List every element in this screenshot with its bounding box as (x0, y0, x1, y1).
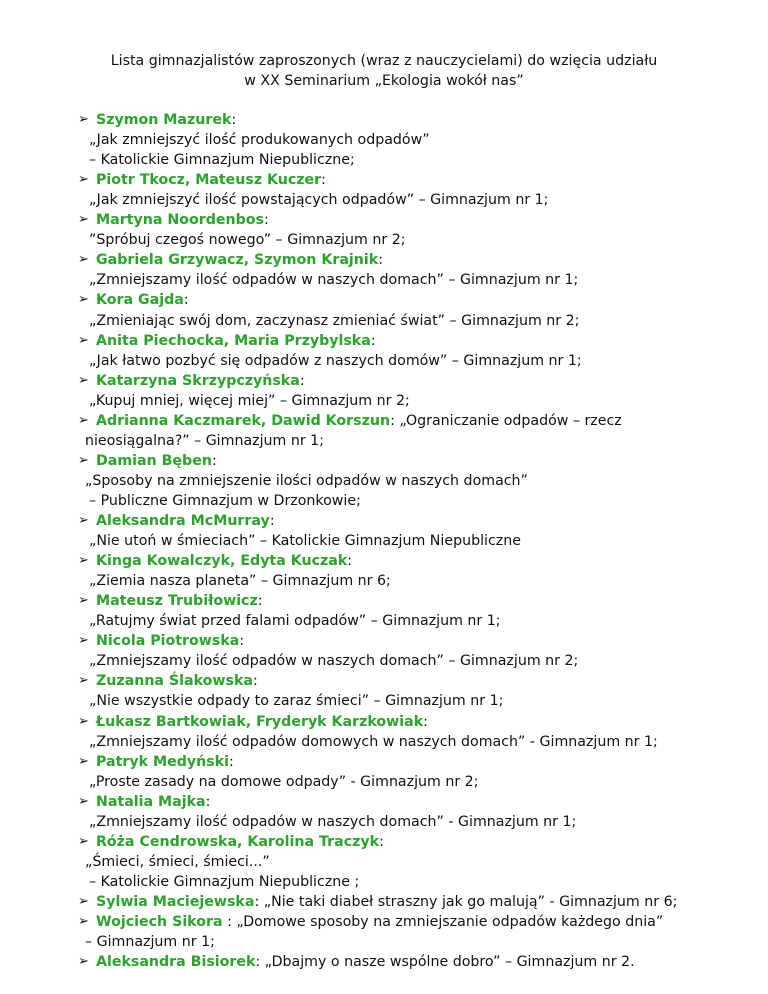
arrow-bullet-icon: ➢ (78, 332, 89, 348)
arrow-bullet-icon: ➢ (78, 893, 89, 909)
entry-heading (96, 211, 269, 229)
entry-separator-text: : (379, 833, 384, 850)
entry-detail-line: „Zmniejszamy ilość odpadów w naszych domach” - Gimnazjum nr 1; (89, 813, 577, 830)
entry-heading (96, 291, 189, 309)
participant-names: Szymon Mazurek (96, 112, 232, 128)
entry-separator-text: : (347, 553, 353, 570)
document-title-line-2: w XX Seminarium „Ekologia wokół nas” (244, 73, 524, 89)
entry-heading (96, 452, 217, 470)
arrow-bullet-icon: ➢ (78, 914, 89, 929)
entry-separator-text: : „Domowe sposoby na zmniejszanie odpadów każdego dnia” (222, 914, 664, 930)
arrow-bullet-icon: ➢ (78, 593, 89, 609)
participant-names: Gabriela Grzywacz, Szymon Krajnik (96, 252, 379, 269)
entry-heading (96, 893, 677, 911)
entry-heading (96, 332, 376, 350)
entry-detail-line: „Ratujmy świat przed falami odpadów” – Gimnazjum nr 1; (89, 613, 501, 630)
entry-heading (96, 953, 635, 971)
participant-names: Nicola Piotrowska (96, 633, 240, 650)
entry-heading (96, 412, 622, 430)
entry-detail-line: – Gimnazjum nr 1; (85, 934, 215, 951)
entry-heading (96, 372, 305, 390)
participant-names: Zuzanna Ślakowska (96, 673, 253, 690)
entry-detail-line: „Zmieniając swój dom, zaczynasz zmieniać świat” – Gimnazjum nr 2; (89, 312, 580, 329)
arrow-bullet-icon: ➢ (78, 673, 89, 689)
participant-names: Anita Piechocka, Maria Przybylska (96, 332, 371, 349)
entry-separator-text: : (228, 753, 234, 770)
participant-names: Kinga Kowalczyk, Edyta Kuczak (96, 553, 348, 570)
arrow-bullet-icon: ➢ (78, 172, 89, 188)
entry-detail-line: – Publiczne Gimnazjum w Drzonkowie; (89, 492, 361, 509)
arrow-bullet-icon: ➢ (78, 753, 89, 769)
participant-names: Martyna Noordenbos (96, 212, 264, 229)
entry-detail-line: – Katolickie Gimnazjum Niepubliczne; (89, 152, 355, 169)
participant-names: Wojciech Sikora (96, 914, 223, 930)
entry-heading (96, 111, 236, 129)
entry-detail-line: „Nie wszystkie odpady to zaraz śmieci” – Gimnazjum nr 1; (89, 693, 504, 710)
entry-separator-text: : (231, 112, 237, 128)
entry-separator-text: : (321, 172, 326, 189)
participant-names: Piotr Tkocz, Mateusz Kuczer (96, 172, 322, 189)
arrow-bullet-icon: ➢ (78, 713, 89, 729)
participant-names: Sylwia Maciejewska (96, 893, 255, 910)
entry-detail-line: „Jak zmniejszyć ilość produkowanych odpadów” (89, 132, 430, 149)
participant-names: Katarzyna Skrzypczyńska (96, 372, 300, 389)
arrow-bullet-icon: ➢ (78, 412, 89, 428)
arrow-bullet-icon: ➢ (78, 793, 89, 809)
participant-names: Mateusz Trubiłowicz (96, 593, 258, 610)
entry-detail-line: „Jak łatwo pozbyć się odpadów z naszych domów” – Gimnazjum nr 1; (89, 352, 582, 369)
entry-detail-line: „Zmniejszamy ilość odpadów w naszych domach” – Gimnazjum nr 1; (89, 272, 579, 289)
entry-heading (96, 552, 352, 570)
entry-heading (96, 672, 258, 690)
participant-names: Damian Bęben (96, 452, 212, 469)
participant-names: Łukasz Bartkowiak, Fryderyk Karzkowiak (96, 713, 424, 730)
entry-heading (96, 753, 234, 771)
participant-names: Kora Gajda (96, 292, 184, 309)
entry-detail-line: „Nie utoń w śmieciach” – Katolickie Gimnazjum Niepubliczne (89, 533, 521, 550)
entry-detail-line: „Zmniejszamy ilość odpadów domowych w naszych domach” - Gimnazjum nr 1; (89, 733, 658, 750)
entry-detail-line: „Proste zasady na domowe odpady” - Gimnazjum nr 2; (89, 773, 479, 790)
entry-separator-text: : (205, 793, 211, 810)
entry-separator-text: : (257, 593, 263, 610)
participant-names: Adrianna Kaczmarek, Dawid Korszun (96, 412, 391, 429)
arrow-bullet-icon: ➢ (78, 292, 89, 308)
entry-separator-text: : „Ograniczanie odpadów – rzecz (390, 412, 622, 429)
participant-names: Róża Cendrowska, Karolina Traczyk (96, 833, 380, 850)
entry-heading (96, 251, 383, 269)
arrow-bullet-icon: ➢ (78, 553, 89, 569)
entry-detail-line: – Katolickie Gimnazjum Niepubliczne ; (89, 873, 360, 890)
entry-separator-text: : (239, 633, 245, 650)
entry-heading (96, 171, 326, 189)
entry-separator-text: : (378, 252, 383, 269)
entry-separator-text: : (183, 292, 189, 309)
entry-separator-text: : „Dbajmy o nasze wspólne dobro” – Gimnazjum nr 2. (255, 954, 635, 971)
entry-heading (96, 793, 210, 811)
entry-separator-text: : (299, 372, 305, 389)
entry-detail-line: nieosiągalna?” – Gimnazjum nr 1; (85, 432, 324, 449)
arrow-bullet-icon: ➢ (78, 833, 89, 849)
entry-separator-text: : (252, 673, 258, 690)
arrow-bullet-icon: ➢ (78, 112, 89, 127)
participant-names: Aleksandra Bisiorek (96, 954, 256, 971)
entry-separator-text: : (423, 713, 428, 730)
entry-detail-line: „Kupuj mniej, więcej miej” – Gimnazjum nr 2; (89, 392, 410, 409)
arrow-bullet-icon: ➢ (78, 513, 89, 528)
entry-heading (96, 833, 384, 851)
entry-separator-text: : (211, 452, 217, 469)
arrow-bullet-icon: ➢ (78, 633, 89, 649)
entry-separator-text: : (269, 513, 275, 529)
entry-detail-line: ”Spróbuj czegoś nowego” – Gimnazjum nr 2; (89, 232, 406, 249)
entry-heading (96, 512, 275, 530)
entry-heading (96, 913, 663, 931)
entry-detail-line: „Zmniejszamy ilość odpadów w naszych domach” – Gimnazjum nr 2; (89, 653, 579, 670)
arrow-bullet-icon: ➢ (78, 212, 89, 228)
document-title-line-1: Lista gimnazjalistów zaproszonych (wraz z nauczycielami) do wzięcia udziału (110, 53, 658, 69)
participant-names: Aleksandra McMurray (96, 513, 270, 529)
participant-names: Natalia Majka (96, 793, 206, 810)
entry-separator-text: : (263, 212, 269, 229)
entry-separator-text: : „Nie taki diabeł straszny jak go malują” - Gimnazjum nr 6; (254, 893, 678, 910)
entry-heading (96, 713, 428, 731)
arrow-bullet-icon: ➢ (78, 252, 89, 268)
entry-detail-line: „Jak zmniejszyć ilość powstających odpadów” – Gimnazjum nr 1; (89, 192, 549, 209)
entry-detail-line: „Śmieci, śmieci, śmieci...” (85, 853, 270, 870)
arrow-bullet-icon: ➢ (78, 372, 89, 388)
entry-heading (96, 632, 244, 650)
entry-heading (96, 592, 263, 610)
entry-detail-line: „Sposoby na zmniejszenie ilości odpadów w naszych domach” (85, 472, 528, 489)
entry-detail-line: „Ziemia nasza planeta” – Gimnazjum nr 6; (89, 573, 391, 590)
entry-separator-text: : (370, 332, 376, 349)
arrow-bullet-icon: ➢ (78, 452, 89, 468)
participant-names: Patryk Medyński (96, 753, 229, 770)
arrow-bullet-icon: ➢ (78, 954, 89, 970)
